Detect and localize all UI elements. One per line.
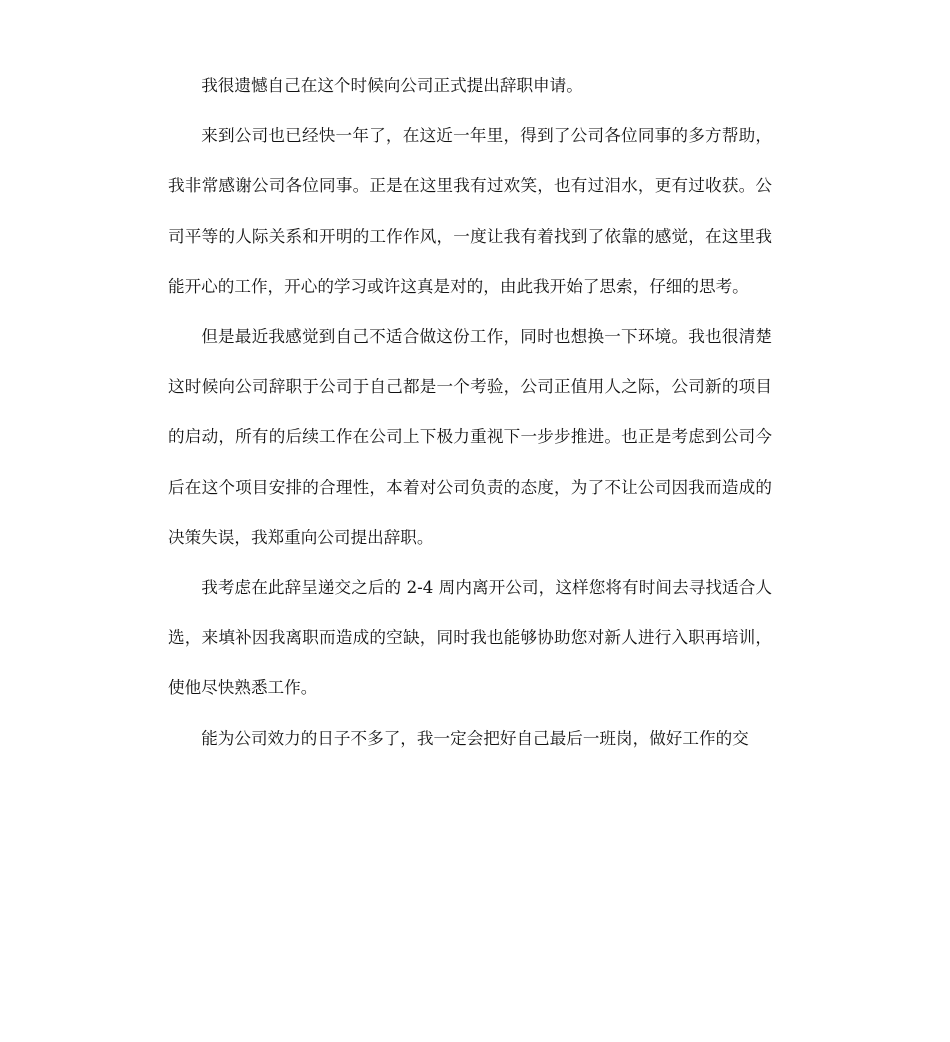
letter-body [168,61,772,764]
paragraph-3: 但是最近我感觉到自己不适合做这份工作，同时也想换一下环境。我也很清楚这时候向公司辞职于公司于自己都是一个考验，公司正值用人之际，公司新的项目的启动，所有的后续工作在公司上下极力重视下一步步推进。也正是考虑到公司今后在这个项目安排的合理性，本着对公司负责的态度，为了不让公司因我而造成的决策失误，我郑重向公司提出辞职。 [168,327,772,547]
paragraph-2: 来到公司也已经快一年了，在这近一年里，得到了公司各位同事的多方帮助，我非常感谢公司各位同事。正是在这里我有过欢笑，也有过泪水，更有过收获。公司平等的人际关系和开明的工作作风，一度让我有着找到了依靠的感觉，在这里我能开心的工作，开心的学习或许这真是对的，由此我开始了思索，仔细的思考。 [168,126,772,296]
paragraph-5: 能为公司效力的日子不多了，我一定会把好自己最后一班岗，做好工作的交 [201,728,749,748]
paragraph-1: 我很遗憾自己在这个时候向公司正式提出辞职申请。 [201,76,583,95]
paragraph-4: 我考虑在此辞呈递交之后的 2-4 周内离开公司，这样您将有时间去寻找适合人选，来填补因我离职而造成的空缺，同时我也能够协助您对新人进行入职再培训，使他尽快熟悉工作。 [168,578,772,698]
